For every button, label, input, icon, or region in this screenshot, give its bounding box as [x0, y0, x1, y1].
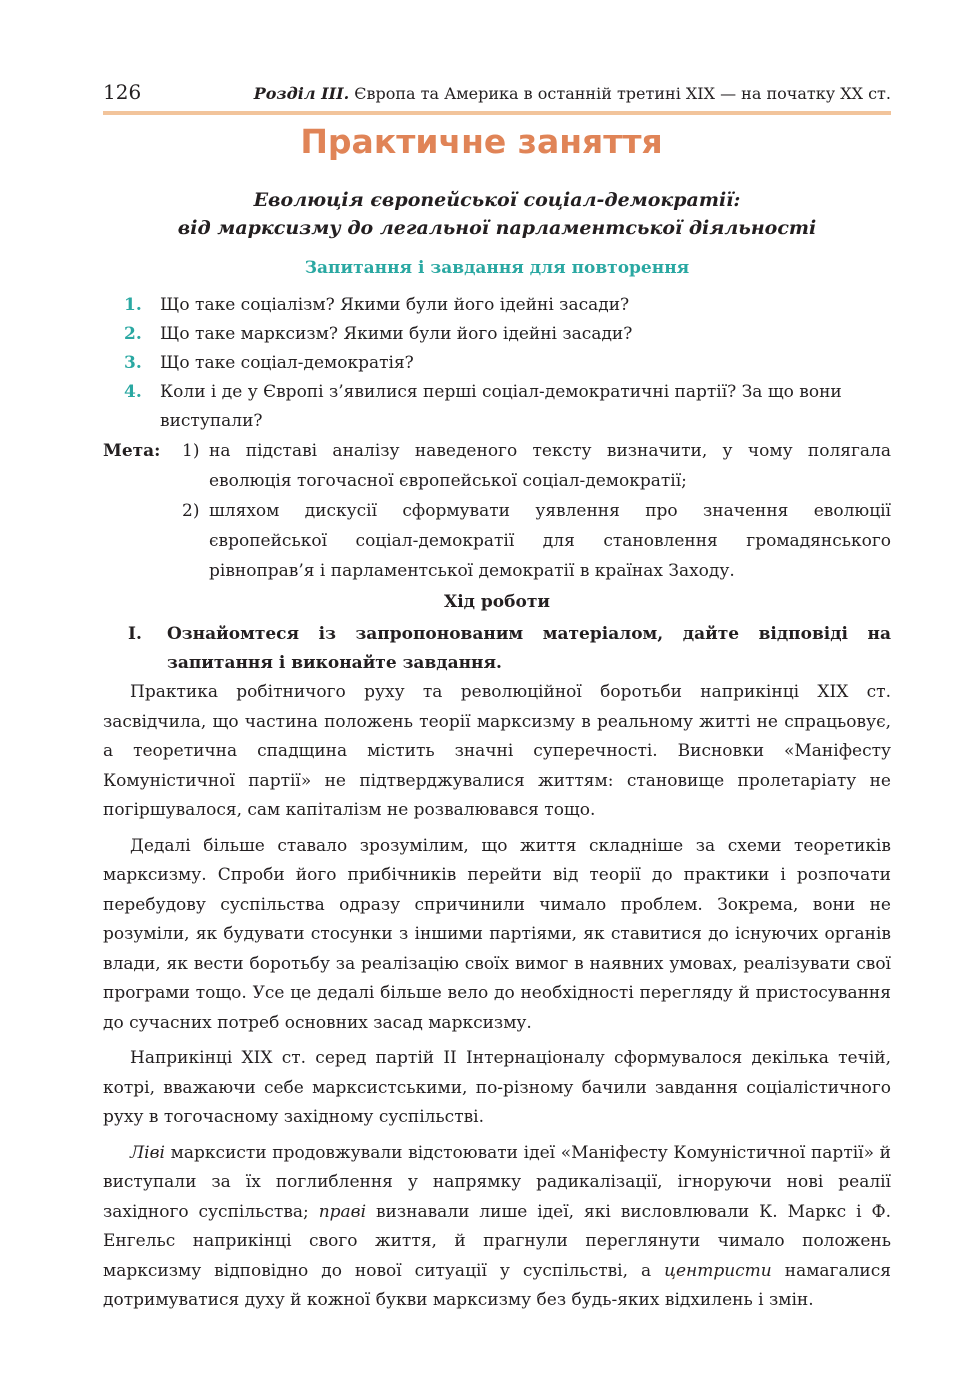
question-number: 1. [124, 295, 142, 315]
section-label: Розділ ІІІ. [253, 84, 350, 103]
term-right: праві [318, 1201, 367, 1222]
goal-number: 2) [182, 501, 200, 521]
paragraph-4 [103, 1139, 891, 1316]
task-number: I. [128, 624, 142, 644]
question-item [103, 320, 891, 349]
paragraph-4-text-2: визнавали лише ідеї, які висловлювали К. Маркс і Ф. Енгельс наприкінці свого життя, й прагнули переглянути чимало положень марксизму відповідно до нової ситуації у суспільстві, а [103, 1201, 892, 1281]
question-text: Що таке соціалізм? Якими були його ідейні засади? [160, 295, 630, 315]
paragraph-2: Дедалі більше ставало зрозумілим, що життя складніше за схеми теоретиків марксизму. Спроби його прибічників перейти від теорії до практики і розпочати перебудову суспільства одразу спричинили чимало проблем. Зокрема, вони не розуміли, як будувати стосунки з іншими партіями, як ставитися до існуючих органів влади, як вести боротьбу за реалізацію своїх вимог в наявних умовах, реалізувати свої програми тощо. Усе це дедалі більше вело до необхідності перегляду й пристосування до сучасних потреб основних засад марксизму. [103, 835, 891, 1033]
goal-text: шляхом дискусії сформувати уявлення про значення еволюції європейської соціал-демократії для становлення громадянського рівноправ’я і парламентської демократії в країнах Заходу. [209, 501, 891, 581]
goal-item [103, 496, 891, 586]
paragraph-1: Практика робітничого руху та революційної боротьби наприкінці ХІХ ст. засвідчила, що частина положень теорії марксизму в реальному житті не спрацьовує, а теоретична спадщина містить значні суперечності. Висновки «Маніфесту Комуністичної партії» не підтверджувалися життям: становище пролетаріату не погіршувалося, сам капіталізм не розвалювався тощо. [103, 682, 891, 820]
page-title: Практичне заняття [300, 122, 663, 161]
questions-list [103, 291, 891, 436]
goal-label: Мета: [103, 441, 161, 461]
paragraph-4-text-3: намагалися дотримуватися духу й кожної букви марксизму без будь-яких відхилень і змін. [103, 1260, 891, 1310]
work-heading: Хід роботи [444, 592, 550, 612]
task-item [103, 620, 891, 678]
subtitle-line-1: Еволюція європейської соціал-демократії: [253, 189, 741, 211]
running-head [254, 84, 891, 103]
question-item [103, 378, 891, 436]
page-header [103, 80, 891, 108]
question-number: 4. [124, 382, 142, 402]
subtitle-line-2: від марксизму до легальної парламентської діяльності [177, 217, 817, 239]
body-text [103, 678, 891, 1322]
questions-heading: Запитання і завдання для повторення [304, 258, 690, 278]
paragraph-4-text-1: марксисти продовжували відстоювати ідеї «Маніфесту Комуністичної партії» й виступали за їх поглиблення у напрямку радикалізації, ігноруючи нові реалії західного суспільства; [103, 1142, 891, 1222]
question-number: 3. [124, 353, 142, 373]
header-rule [103, 111, 891, 115]
task-text: Ознайомтеся із запропонованим матеріалом, дайте відповіді на запитання і виконайте завдання. [167, 624, 891, 673]
question-text: Коли і де у Європі з’явилися перші соціал-демократичні партії? За що вони виступали? [160, 382, 842, 431]
goal-text: на підставі аналізу наведеного тексту визначити, у чому полягала еволюція тогочасної європейської соціал-демократії; [209, 441, 891, 491]
question-number: 2. [124, 324, 142, 344]
lesson-subtitle [103, 186, 891, 242]
goal-number: 1) [182, 441, 200, 461]
question-item [103, 291, 891, 320]
question-item [103, 349, 891, 378]
question-text: Що таке марксизм? Якими були його ідейні засади? [160, 324, 633, 344]
paragraph-3: Наприкінці ХІХ ст. серед партій ІІ Інтернаціоналу сформувалося декілька течій, котрі, вважаючи себе марксистськими, по-різному бачили завдання соціалістичного руху в тогочасному західному суспільстві. [103, 1048, 891, 1127]
term-centrist: центристи [664, 1260, 772, 1281]
page-number: 126 [103, 80, 142, 104]
goal-item [103, 436, 891, 496]
term-left: Ліві [130, 1142, 165, 1163]
question-text: Що таке соціал-демократія? [160, 353, 414, 373]
goal-block [103, 436, 891, 586]
section-title: Європа та Америка в останній третині ХІХ — на початку ХХ ст. [349, 84, 891, 103]
